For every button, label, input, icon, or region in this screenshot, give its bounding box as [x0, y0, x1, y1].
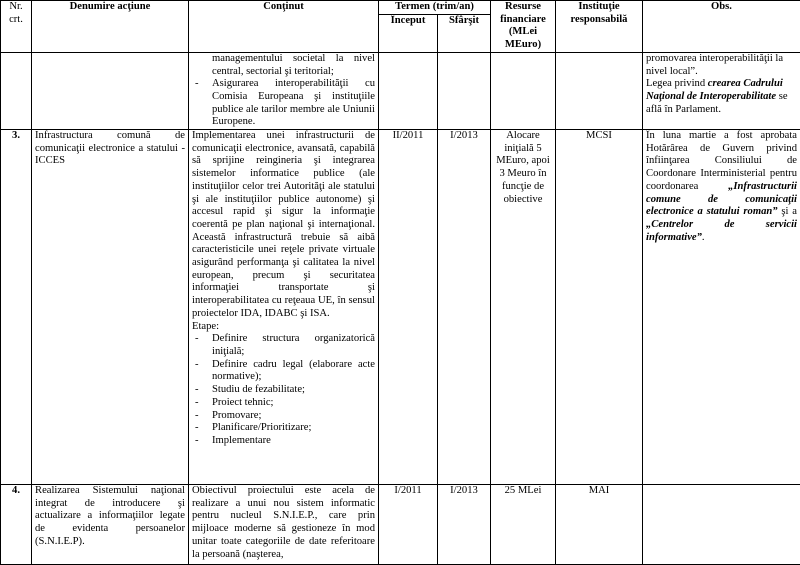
continut-cell: [189, 52, 379, 129]
row-denumire: Infrastructura comună de comunicaţii electronice a statului - ICCES: [32, 130, 189, 485]
header-resurse: Resurse financiare (MLei MEuro): [491, 1, 556, 53]
list-item: - Promovare;: [192, 410, 375, 423]
list-item: - Studiu de fezabilitate;: [192, 384, 375, 397]
row-sfarsit: I/2013: [438, 485, 491, 565]
list-item: - Asigurarea interoperabilităţii cu Comisia Europeana şi instituţiile publice ale tarilor membre ale Uniunii Europene.: [192, 78, 375, 129]
obs-cell: [643, 485, 800, 565]
header-institutie: Instituţie responsabilă: [556, 1, 643, 53]
row-inceput: I/2011: [379, 485, 438, 565]
etape-list: [192, 333, 375, 447]
list-item: - Planificare/Prioritizare;: [192, 422, 375, 435]
row-inceput: II/2011: [379, 130, 438, 485]
continut-cell: [189, 130, 379, 485]
list-item: - Proiect tehnic;: [192, 397, 375, 410]
table-row: [1, 485, 800, 565]
header-continut: Conţinut: [189, 1, 379, 53]
header-sfarsit: Sfârşit: [438, 14, 491, 52]
obs-cell: În luna martie a fost aprobata Hotărârea de Guvern privind înfiinţarea Consiliului de Coordonare Interministerial pentru coordonarea „Infrastructurii comune de comunicaţii electronice a statului roman” şi a „Centrelor de servicii informative”.: [643, 130, 800, 485]
obs-text-2: Legea privind crearea Cadrului Naţional de Interoperabilitate se află în Parlament.: [646, 78, 797, 116]
header-termen: Termen (trim/an): [379, 1, 491, 15]
table-row: [1, 52, 800, 129]
list-item: - Implementare: [192, 435, 375, 448]
table-row: [1, 130, 800, 485]
obs-cell: [643, 52, 800, 129]
row-institutie: MAI: [556, 485, 643, 565]
etape-label: Etape:: [192, 321, 375, 334]
row-denumire: Realizarea Sistemului naţional integrat de introducere şi actualizare a informaţiilor legate de evidenta persoanelor (S.N.I.E.P).: [32, 485, 189, 565]
list-item: - Definire cadru legal (elaborare acte normative);: [192, 359, 375, 384]
continut-text: Implementarea unei infrastructurii de comunicaţii electronice, avansată, capabilă să sprijine reingineria şi integrarea sistemelor informatice publice (ale instituţiilor celor trei Autorităţi ale statului şi ale instituţiilor publice autonome) şi accesul rapid şi sigur la informaţie coerentă pe plan naţional şi internaţional. Această infrastructură trebuie să aibă caracteristicile unei reţele private virtuale asigurând performanţa şi calitatea la nivel european, precum şi securitatea informaţiei transportate şi interoperabilitatea cu reţeaua UE, în sensul proiectelor IDA, IDABC şi ISA.: [192, 130, 375, 321]
row-resurse: Alocare iniţială 5 MEuro, apoi 3 Meuro în funcţie de obiective: [491, 130, 556, 485]
header-obs: Obs.: [643, 1, 800, 53]
list-item: - Definire structura organizatorică iniţială;: [192, 333, 375, 358]
header-nr: Nr. crt.: [1, 1, 32, 53]
row-sfarsit: I/2013: [438, 130, 491, 485]
row-institutie: MCSI: [556, 130, 643, 485]
row-nr: 3.: [1, 130, 32, 485]
header-inceput: Început: [379, 14, 438, 52]
continut-list: [192, 78, 375, 129]
row-nr: 4.: [1, 485, 32, 565]
continut-cell: Obiectivul proiectului este acela de realizare a unui nou sistem informatic pentru nucleul S.N.I.E.P., care prin mijloace moderne să gestioneze în mod unitar toate categoriile de date referitoare la persoană (naşterea,: [189, 485, 379, 565]
row-resurse: 25 MLei: [491, 485, 556, 565]
obs-text: promovarea interoperabilităţii la nivel local”.: [646, 53, 797, 78]
header-denumire: Denumire acţiune: [32, 1, 189, 53]
continut-text: managementului societal la nivel central, sectorial şi teritorial;: [192, 53, 375, 78]
